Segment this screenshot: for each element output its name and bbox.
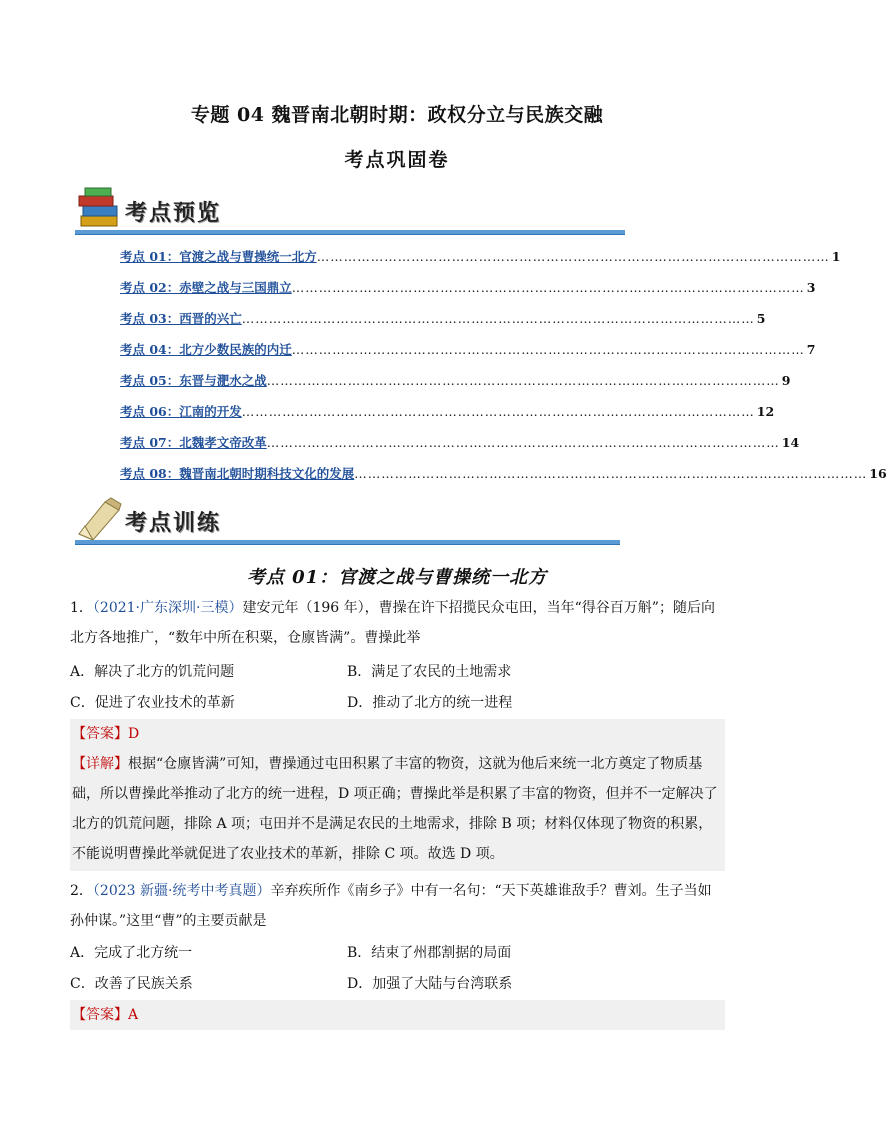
books-icon [75,186,123,232]
toc-entry[interactable] [120,402,775,420]
toc-entry[interactable] [120,309,766,327]
question-1-options-row2 [70,688,725,718]
option-b: B．满足了农民的土地需求 [347,664,512,680]
question-stem: 建安元年（196 年），曹操在许下招揽民众屯田，当年“得谷百万斛”；随后向北方各地推广，“数年中所在积粟，仓廪皆满”。曹操此举 [70,600,715,646]
toc-entry[interactable] [120,247,841,265]
toc-page-number: 9 [781,373,791,388]
training-banner-rule [75,540,620,545]
question-source: （2023 新疆·统考中考真题） [92,883,271,899]
page-title: 专题 04 魏晋南北朝时期：政权分立与民族交融 [190,104,604,126]
toc-entry[interactable] [120,433,800,451]
question-number: 1． [70,600,93,616]
toc-entry-label[interactable]: 考点 01：官渡之战与曹操统一北方 [120,249,317,264]
toc-entry-label[interactable]: 考点 02：赤壁之战与三国鼎立 [120,280,292,295]
toc-page-number: 1 [831,249,841,264]
question-2 [70,876,725,936]
question-source: （2021·广东深圳·三模） [92,600,243,616]
option-d: D．加强了大陆与台湾联系 [347,976,513,992]
option-a: A．完成了北方统一 [70,945,193,961]
answer-tag: 【答案】 [72,726,128,742]
toc-entry[interactable] [120,278,816,296]
toc-page-number: 7 [806,342,816,357]
option-a: A．解决了北方的饥荒问题 [70,664,235,680]
option-c: C．促进了农业技术的革新 [70,695,235,711]
toc-entry-label[interactable]: 考点 06：江南的开发 [120,404,242,419]
toc-page-number: 5 [756,311,766,326]
pencil-icon [75,496,123,542]
answer-line [70,719,725,749]
question-1 [70,593,725,653]
toc-leader-dots: …………………………………………………………………………………………………… [291,280,805,295]
preview-banner [75,186,625,236]
page-subtitle: 考点巩固卷 [344,149,450,171]
toc-leader-dots: …………………………………………………………………………………………………… [316,249,830,264]
toc-entry-label[interactable]: 考点 07：北魏孝文帝改革 [120,435,267,450]
toc-leader-dots: …………………………………………………………………………………………………… [266,373,780,388]
toc-page-number: 12 [756,404,775,419]
question-stem: 辛弃疾所作《南乡子》中有一名句：“天下英雄谁敌手？曹刘。生子当如孙仲谋。”这里“曹”的主要贡献是 [70,883,712,929]
section-title: 考点 01：官渡之战与曹操统一北方 [246,567,548,588]
detail-text: 根据“仓廪皆满”可知，曹操通过屯田积累了丰富的物资，这就为他后来统一北方奠定了物质基础，所以曹操此举推动了北方的统一进程，D 项正确；曹操此举是积累了丰富的物资，但并不一定解决了北方的饥荒问题，排除 A 项；屯田并不是满足农民的土地需求，排除 B 项；材料仅体现了物资的积累，不能说明曹操此举就促进了农业技术的革新，排除 C 项。故选 D 项。 [72,756,718,862]
toc-page-number: 16 [869,466,887,481]
toc-entry[interactable] [120,464,887,482]
question-1-options-row1 [70,657,725,687]
toc-page-number: 14 [781,435,800,450]
question-2-options-row2 [70,969,725,999]
question-2-options-row1 [70,938,725,968]
detail-paragraph [70,749,725,869]
option-b: B．结束了州郡割据的局面 [347,945,512,961]
toc-leader-dots: …………………………………………………………………………………………………… [291,342,805,357]
toc-leader-dots: …………………………………………………………………………………………………… [266,435,780,450]
preview-banner-rule [75,230,625,235]
toc-leader-dots: …………………………………………………………………………………………………… [241,311,755,326]
answer-line [70,1000,725,1030]
answer-value: A [128,1007,139,1023]
option-d: D．推动了北方的统一进程 [347,695,513,711]
toc-entry-label[interactable]: 考点 08：魏晋南北朝时期科技文化的发展 [120,466,355,481]
question-1-answer-box [70,719,725,871]
toc-page-number: 3 [806,280,816,295]
toc-entry[interactable] [120,340,816,358]
toc-entry[interactable] [120,371,791,389]
answer-tag: 【答案】 [72,1007,128,1023]
detail-tag: 【详解】 [72,756,128,772]
preview-banner-label: 考点预览 [125,201,222,226]
training-banner [75,496,620,546]
toc-entry-label[interactable]: 考点 04：北方少数民族的内迁 [120,342,292,357]
toc-leader-dots: …………………………………………………………………………………………………… [354,466,868,481]
question-number: 2． [70,883,93,899]
toc-entry-label[interactable]: 考点 05：东晋与淝水之战 [120,373,267,388]
training-banner-label: 考点训练 [125,511,222,536]
answer-value: D [128,726,140,742]
option-c: C．改善了民族关系 [70,976,193,992]
question-2-answer-box [70,1000,725,1030]
toc-entry-label[interactable]: 考点 03：西晋的兴亡 [120,311,242,326]
toc-leader-dots: …………………………………………………………………………………………………… [241,404,755,419]
